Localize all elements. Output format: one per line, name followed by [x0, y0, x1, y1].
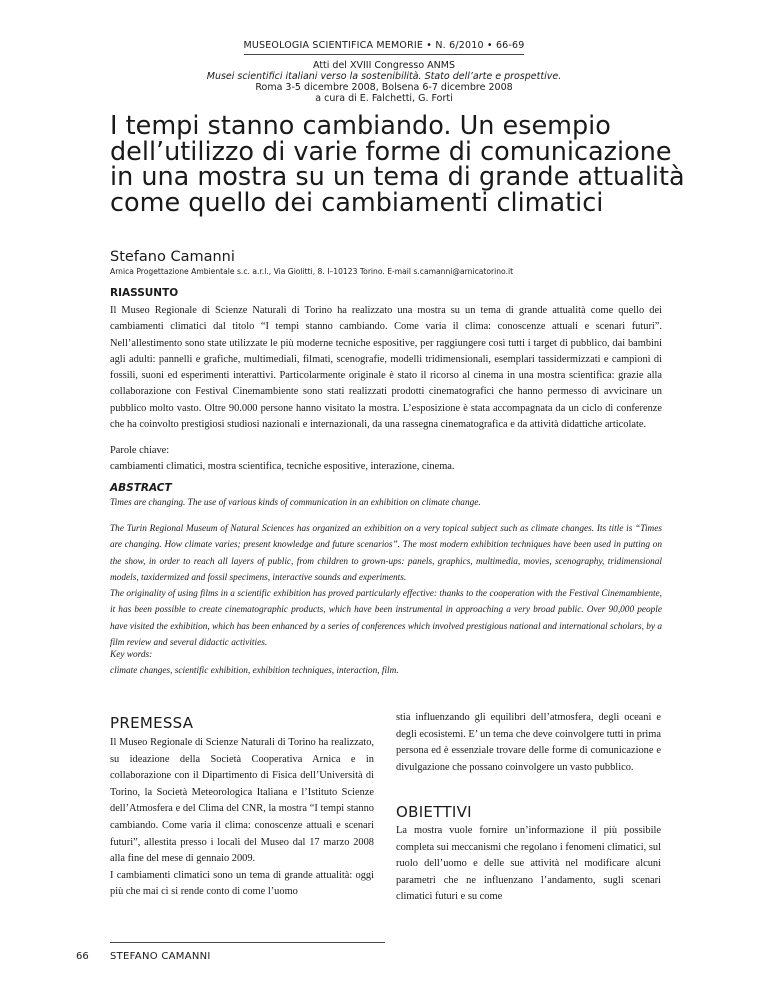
page-number: 66 — [76, 951, 89, 962]
abstract-paragraph: The Turin Regional Museum of Natural Sciences has organized an exhibition on a very topical subject such as climate changes. Its title is “Times are changing. How climate varies; present knowledge and future scenarios”. The most modern exhibition techniques have been used in putting on the show, in order to reach all layers of public, from children to grown-ups: panels, graphics, multimedia, movies, scenography, tridimensional models, taxidermized and fossil specimens, interactive sounds and experiments. — [110, 524, 662, 583]
keywords-it-label: Parole chiave: — [110, 445, 170, 456]
conference-theme-line: Musei scientifici italiani verso la sostenibilità. Stato dell’arte e prospettive. — [206, 71, 562, 82]
premessa-continuation: stia influenzando gli equilibri dell’atmosfera, degli oceani e degli ecosistemi. E’ un tema che deve coinvolgere tutti in prima persona ed è essenziale trovare delle forme di comunicazione e divulgazione che possano coinvolgere un vasto pubblico. — [396, 712, 661, 773]
footer-rule — [110, 942, 385, 943]
premessa-heading: PREMESSA — [110, 714, 194, 732]
abstract-label: ABSTRACT — [110, 482, 172, 494]
article-title — [110, 111, 750, 218]
title-line: dell’utilizzo di varie forme di comunicazione — [110, 136, 672, 167]
journal-citation: MUSEOLOGIA SCIENTIFICA MEMORIE • N. 6/2010 • 66-69 — [243, 40, 525, 51]
title-line: in una mostra su un tema di grande attualità — [110, 162, 685, 192]
title-line: I tempi stanno cambiando. Un esempio — [110, 111, 611, 141]
premessa-text — [110, 735, 374, 901]
running-head: STEFANO CAMANNI — [110, 951, 211, 962]
conference-line: Atti del XVIII Congresso ANMS — [312, 60, 455, 71]
obiettivi-heading: OBIETTIVI — [396, 803, 472, 821]
abstract-title: Times are changing. The use of various kinds of communication in an exhibition on climate change. — [110, 498, 481, 508]
premessa-paragraph: Il Museo Regionale di Scienze Naturali di Torino ha realizzato, su ideazione della Società Cooperativa Arnica e in collaborazione con il Dipartimento di Fisica dell’Università di Torino, la Società Meteorologica Italiana e l’Istituto Scienze dell’Atmosfera e del Clima del CNR, la mostra “I tempi stanno cambiando. Come varia il clima: conoscenze attuali e scenari futuri”, allestita presso i locali del Museo dal 17 marzo 2008 alla fine del mese di gennaio 2009. — [110, 737, 374, 865]
riassunto-label: RIASSUNTO — [110, 287, 179, 299]
keywords-it: cambiamenti climatici, mostra scientifica, tecniche espositive, interazione, cinema. — [110, 461, 455, 472]
keywords-en: climate changes, scientific exhibition, exhibition techniques, interaction, film. — [110, 666, 399, 676]
keywords-en-label: Key words: — [110, 650, 153, 660]
conference-dates-line: Roma 3-5 dicembre 2008, Bolsena 6-7 dicembre 2008 — [255, 82, 513, 93]
author-affiliation: Arnica Progettazione Ambientale s.c. a.r.l., Via Giolitti, 8. I–10123 Torino. E-mail s.camanni@arnicatorino.it — [110, 267, 514, 276]
abstract-paragraph: The originality of using films in a scientific exhibition has proved particularly effective: thanks to the cooperation with the Festival Cinemambiente, it has been possible to create cinematographic products, which have been instrumental in approaching a very broad public. Over 90,000 people have visited the exhibition, which has been enhanced by a series of conferences which involved prestigious national and international scholars, by a film review and several didactic activities. — [110, 589, 662, 649]
editors-line: a cura di E. Falchetti, G. Forti — [315, 93, 453, 104]
title-line: come quello dei cambiamenti climatici — [110, 187, 604, 218]
abstract-text — [110, 521, 662, 651]
premessa-paragraph: I cambiamenti climatici sono un tema di grande attualità: oggi più che mai ci si rende conto di come l’uomo — [110, 869, 374, 898]
header-rule — [244, 54, 524, 55]
obiettivi-text: La mostra vuole fornire un’informazione il più possibile completa sui meccanismi che regolano i fenomeni climatici, sul ruolo dell’uomo e delle sue attività nel modificare alcuni parametri che ne influenzano l’andamento, sugli scenari climatici futuri e su come — [396, 825, 661, 903]
riassunto-text: Il Museo Regionale di Scienze Naturali di Torino ha realizzato una mostra su un tema di grande attualità come quello dei cambiamenti climatici dal titolo “I tempi stanno cambiando. Come varia il clima: conoscenze attuali e scenari futuri”. Nell’allestimento sono state utilizzate le più moderne tecniche espositive, per raggiungere così tutti i target di pubblico, dai bambini agli adulti: pannelli e grafiche, multimediali, filmati, scenografie, modelli tridimensionali, esemplari tassidermizzati e campioni di fossili, suoni ed esperimenti interattivi. Particolarmente originale è stato il ricorso al cinema in una mostra scientifica: grazie alla collaborazione con Festival Cinemambiente sono stati realizzati prodotti cinematografici che hanno permesso di avvicinare un pubblico molto vasto. Oltre 90.000 persone hanno visitato la mostra. L’esposizione è stata accompagnata da un ciclo di conferenze che ha coinvolto prestigiosi studiosi nazionali e internazionali, da una rassegna cinematografica e da attività didattiche articolate. — [110, 305, 662, 431]
author-name: Stefano Camanni — [110, 249, 235, 265]
